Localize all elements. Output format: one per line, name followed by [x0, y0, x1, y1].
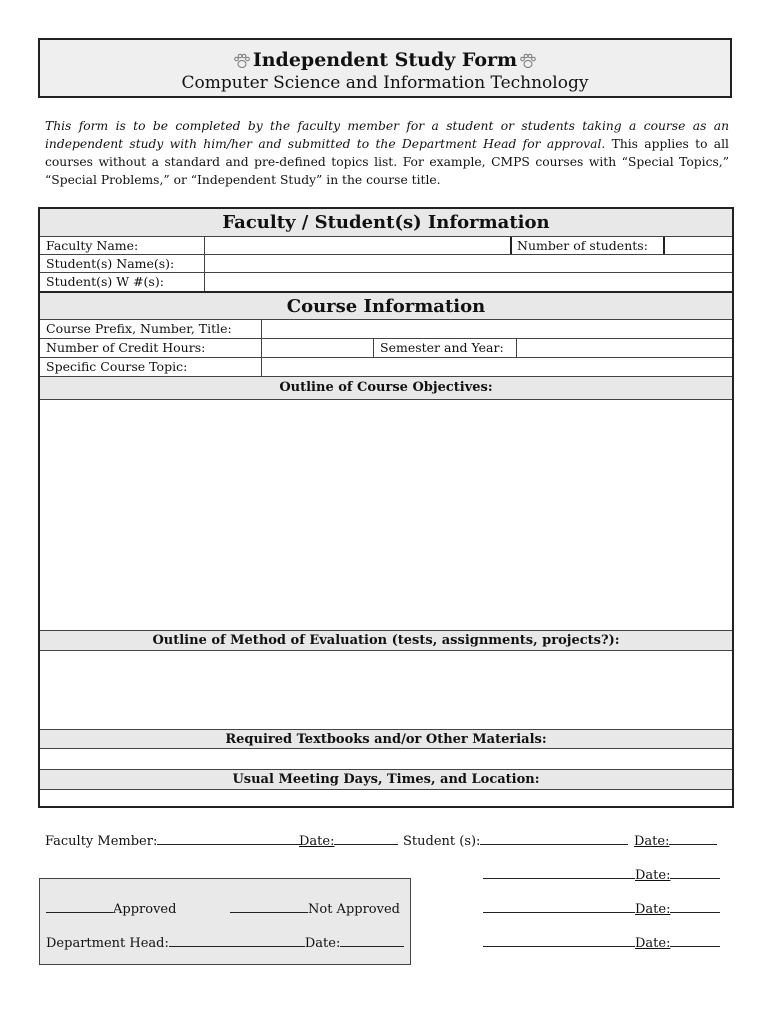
faculty-name-row: [40, 236, 732, 254]
student-signature-line-3: [483, 900, 720, 917]
student-w-label: Student(s) W #(s):: [46, 274, 164, 289]
student-signature-field-2[interactable]: [483, 866, 635, 879]
student-names-row: [40, 254, 732, 272]
objectives-heading: Outline of Course Objectives:: [40, 376, 732, 399]
student-names-field[interactable]: [205, 255, 730, 272]
faculty-signature-line: [45, 832, 302, 849]
course-prefix-row: [40, 319, 732, 338]
faculty-signature-field[interactable]: [157, 832, 302, 845]
form-header: [38, 38, 732, 98]
dept-head-signature-field[interactable]: [169, 934, 305, 947]
meeting-field[interactable]: [40, 789, 732, 806]
credit-hours-label: Number of Credit Hours:: [46, 340, 206, 355]
approved-field[interactable]: [46, 900, 113, 913]
student-signature-field-3[interactable]: [483, 900, 635, 913]
student-names-label: Student(s) Name(s):: [46, 256, 175, 271]
dept-head-line: [46, 934, 404, 951]
paw-print-icon: [519, 53, 537, 69]
student-date-label-3: Date:: [635, 902, 671, 917]
course-section-heading: Course Information: [40, 291, 732, 319]
student-signature-field-1[interactable]: [480, 832, 628, 845]
form-title: Independent Study Form: [252, 49, 518, 71]
student-date-label-2: Date:: [635, 868, 671, 883]
form-subtitle: Computer Science and Information Technology: [181, 73, 589, 93]
intro-plain: This applies to all courses without a standard and pre-defined topics list. For example, CMPS courses with “Special Topics,” “Special Problems,” or “Independent Study” in the course title.: [45, 137, 729, 187]
student-label: Student (s):: [403, 834, 481, 849]
semester-year-field[interactable]: [517, 339, 730, 358]
num-students-field[interactable]: [666, 237, 731, 254]
intro-italic: This form is to be completed by the faculty member for a student or students taking a course as an independent study with him/her and submitted to the Department Head for approval.: [45, 119, 729, 151]
faculty-date-field[interactable]: [334, 832, 398, 845]
faculty-date-line: [299, 832, 398, 849]
course-prefix-field[interactable]: [262, 320, 730, 339]
not-approved-line: [230, 900, 400, 917]
student-signature-field-4[interactable]: [483, 934, 635, 947]
student-signature-line-2: [483, 866, 720, 883]
approved-line: [46, 900, 176, 917]
student-date-line-1: [634, 832, 717, 849]
dept-head-label: Department Head:: [46, 936, 169, 951]
form-title-line: [40, 48, 730, 72]
course-prefix-label: Course Prefix, Number, Title:: [46, 321, 232, 336]
course-topic-label: Specific Course Topic:: [46, 359, 188, 374]
approval-box: [39, 878, 411, 965]
credit-hours-field[interactable]: [262, 339, 372, 358]
evaluation-field[interactable]: [40, 650, 732, 729]
not-approved-field[interactable]: [230, 900, 308, 913]
approved-label: Approved: [113, 902, 177, 917]
textbooks-heading: Required Textbooks and/or Other Materials:: [40, 729, 732, 748]
meeting-heading: Usual Meeting Days, Times, and Location:: [40, 769, 732, 789]
intro-paragraph: [45, 117, 729, 189]
course-topic-field[interactable]: [262, 358, 730, 377]
evaluation-heading: Outline of Method of Evaluation (tests, assignments, projects?):: [40, 630, 732, 650]
credit-hours-row: [40, 338, 732, 357]
student-date-label-4: Date:: [635, 936, 671, 951]
student-signature-line: [403, 832, 628, 849]
paw-print-icon: [233, 53, 251, 69]
info-table: [38, 207, 734, 808]
textbooks-field[interactable]: [40, 748, 732, 769]
student-date-label-1: Date:: [634, 834, 670, 849]
faculty-name-label: Faculty Name:: [46, 238, 139, 253]
not-approved-label: Not Approved: [308, 902, 400, 917]
student-date-field-3[interactable]: [670, 900, 720, 913]
student-date-field-1[interactable]: [669, 832, 717, 845]
faculty-member-label: Faculty Member:: [45, 834, 158, 849]
faculty-section-heading: Faculty / Student(s) Information: [40, 209, 732, 236]
student-w-row: [40, 272, 732, 291]
faculty-date-label: Date:: [299, 834, 335, 849]
semester-year-label: Semester and Year:: [380, 340, 504, 355]
dept-head-date-field[interactable]: [340, 934, 404, 947]
student-w-field[interactable]: [205, 273, 730, 292]
student-signature-line-4: [483, 934, 720, 951]
num-students-label: Number of students:: [517, 238, 648, 253]
objectives-field[interactable]: [40, 399, 732, 630]
student-date-field-4[interactable]: [670, 934, 720, 947]
course-topic-row: [40, 357, 732, 376]
dept-head-date-label: Date:: [304, 936, 341, 951]
faculty-name-field[interactable]: [205, 237, 510, 254]
student-date-field-2[interactable]: [670, 866, 720, 879]
